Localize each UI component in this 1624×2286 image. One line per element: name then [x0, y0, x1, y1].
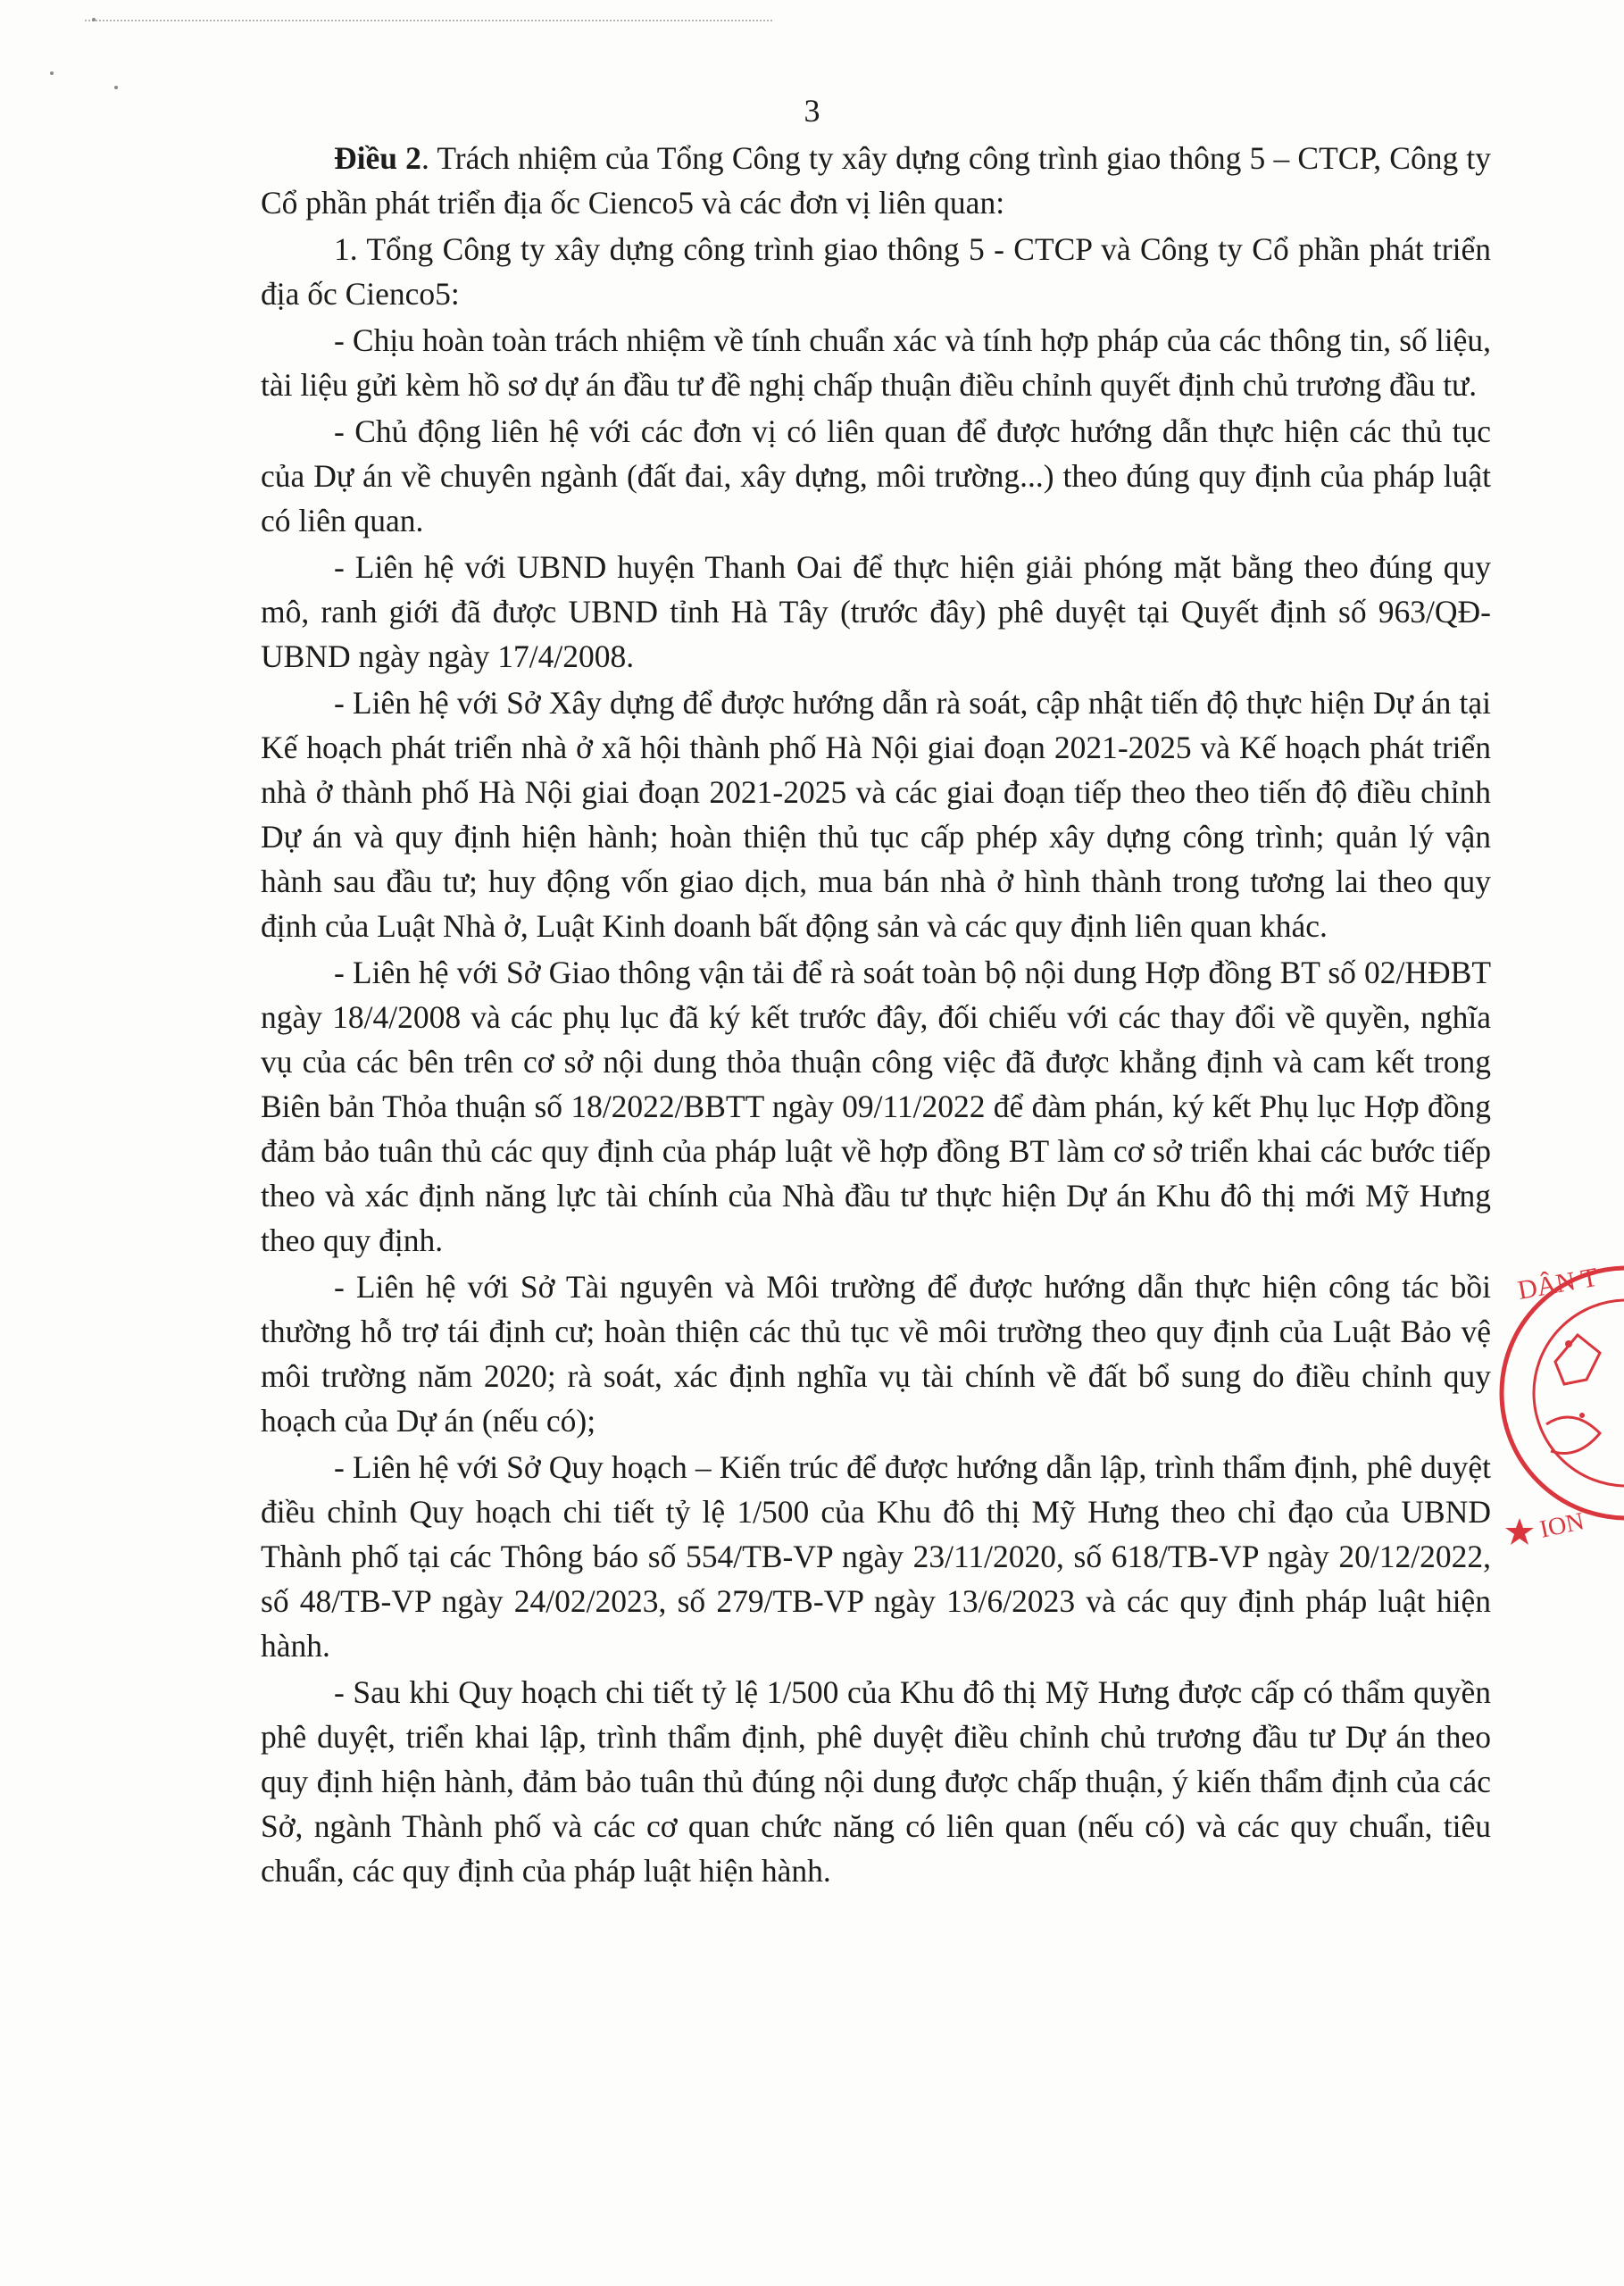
scan-artifact-dot	[92, 18, 96, 21]
paragraph-procedures: - Chủ động liên hệ với các đơn vị có liên quan để được hướng dẫn thực hiện các thủ tục của Dự án về chuyên ngành (đất đai, xây dựng, môi trường...) theo đúng quy định của pháp luật có liên quan.	[261, 413, 1491, 538]
article-label: Điều 2	[334, 140, 421, 176]
paragraph-environment-dept: - Liên hệ với Sở Tài nguyên và Môi trường để được hướng dẫn thực hiện công tác bồi thường hỗ trợ tái định cư; hoàn thiện các thủ tục về môi trường theo quy định của Luật Bảo vệ môi trường năm 2020; rà soát, xác định nghĩa vụ tài chính về đất bổ sung do điều chỉnh quy hoạch của Dự án (nếu có);	[261, 1269, 1491, 1439]
paragraph-clause-1: 1. Tổng Công ty xây dựng công trình giao thông 5 - CTCP và Công ty Cổ phần phát triển địa ốc Cienco5:	[261, 231, 1491, 312]
article-heading	[261, 136, 1491, 225]
scan-artifact-line	[85, 20, 772, 21]
paragraph-after-approval: - Sau khi Quy hoạch chi tiết tỷ lệ 1/500 của Khu đô thị Mỹ Hưng được cấp có thẩm quyền phê duyệt, triển khai lập, trình thẩm định, phê duyệt điều chỉnh chủ trương đầu tư Dự án theo quy định hiện hành, đảm bảo tuân thủ đúng nội dung được chấp thuận, ý kiến thẩm định của các Sở, ngành Thành phố và các cơ quan chức năng có liên quan (nếu có) và các quy chuẩn, tiêu chuẩn, các quy định của pháp luật hiện hành.	[261, 1674, 1491, 1889]
paragraph-responsibility: - Chịu hoàn toàn trách nhiệm về tính chuẩn xác và tính hợp pháp của các thông tin, số liệu, tài liệu gửi kèm hồ sơ dự án đầu tư đề nghị chấp thuận điều chỉnh quyết định chủ trương đầu tư.	[261, 322, 1491, 403]
page-number: 3	[804, 93, 820, 129]
seal-text-bottom: ION	[1537, 1507, 1587, 1544]
seal-text-top: DÂN T	[1515, 1262, 1601, 1306]
seal-icon	[1493, 1201, 1624, 1576]
paragraph-transport-dept: - Liên hệ với Sở Giao thông vận tải để rà soát toàn bộ nội dung Hợp đồng BT số 02/HĐBT ngày 18/4/2008 và các phụ lục đã ký kết trước đây, đối chiếu với các thay đổi về quyền, nghĩa vụ của các bên trên cơ sở nội dung thỏa thuận công việc đã được khẳng định và cam kết trong Biên bản Thỏa thuận số 18/2022/BBTT ngày 09/11/2022 để đàm phán, ký kết Phụ lục Hợp đồng đảm bảo tuân thủ các quy định của pháp luật về hợp đồng BT làm cơ sở triển khai các bước tiếp theo và xác định năng lực tài chính của Nhà đầu tư thực hiện Dự án Khu đô thị mới Mỹ Hưng theo quy định.	[261, 955, 1491, 1258]
paragraph-construction-dept: - Liên hệ với Sở Xây dựng để được hướng dẫn rà soát, cập nhật tiến độ thực hiện Dự án tại Kế hoạch phát triển nhà ở xã hội thành phố Hà Nội giai đoạn 2021-2025 và Kế hoạch phát triển nhà ở thành phố Hà Nội giai đoạn 2021-2025 và các giai đoạn tiếp theo theo tiến độ điều chỉnh Dự án và quy định hiện hành; hoàn thiện thủ tục cấp phép xây dựng công trình; quản lý vận hành sau đầu tư; huy động vốn giao dịch, mua bán nhà ở hình thành trong tương lai theo quy định của Luật Nhà ở, Luật Kinh doanh bất động sản và các quy định liên quan khác.	[261, 685, 1491, 944]
paragraph-planning-dept: - Liên hệ với Sở Quy hoạch – Kiến trúc để được hướng dẫn lập, trình thẩm định, phê duyệt điều chỉnh Quy hoạch chi tiết tỷ lệ 1/500 của Khu đô thị Mỹ Hưng theo chỉ đạo của UBND Thành phố tại các Thông báo số 554/TB-VP ngày 23/11/2020, số 618/TB-VP ngày 20/12/2022, số 48/TB-VP ngày 24/02/2023, số 279/TB-VP ngày 13/6/2023 và các quy định pháp luật hiện hành.	[261, 1449, 1491, 1664]
article-title: . Trách nhiệm của Tổng Công ty xây dựng công trình giao thông 5 – CTCP, Công ty Cổ phần phát triển địa ốc Cienco5 và các đơn vị liên quan:	[261, 140, 1492, 221]
paragraph-site-clearance: - Liên hệ với UBND huyện Thanh Oai để thực hiện giải phóng mặt bằng theo đúng quy mô, ranh giới đã được UBND tỉnh Hà Tây (trước đây) phê duyệt tại Quyết định số 963/QĐ-UBND ngày ngày 17/4/2008.	[261, 549, 1491, 674]
scan-artifact-dot	[50, 71, 54, 75]
document-body	[261, 136, 1491, 1895]
red-seal-stamp	[1493, 1201, 1624, 1576]
